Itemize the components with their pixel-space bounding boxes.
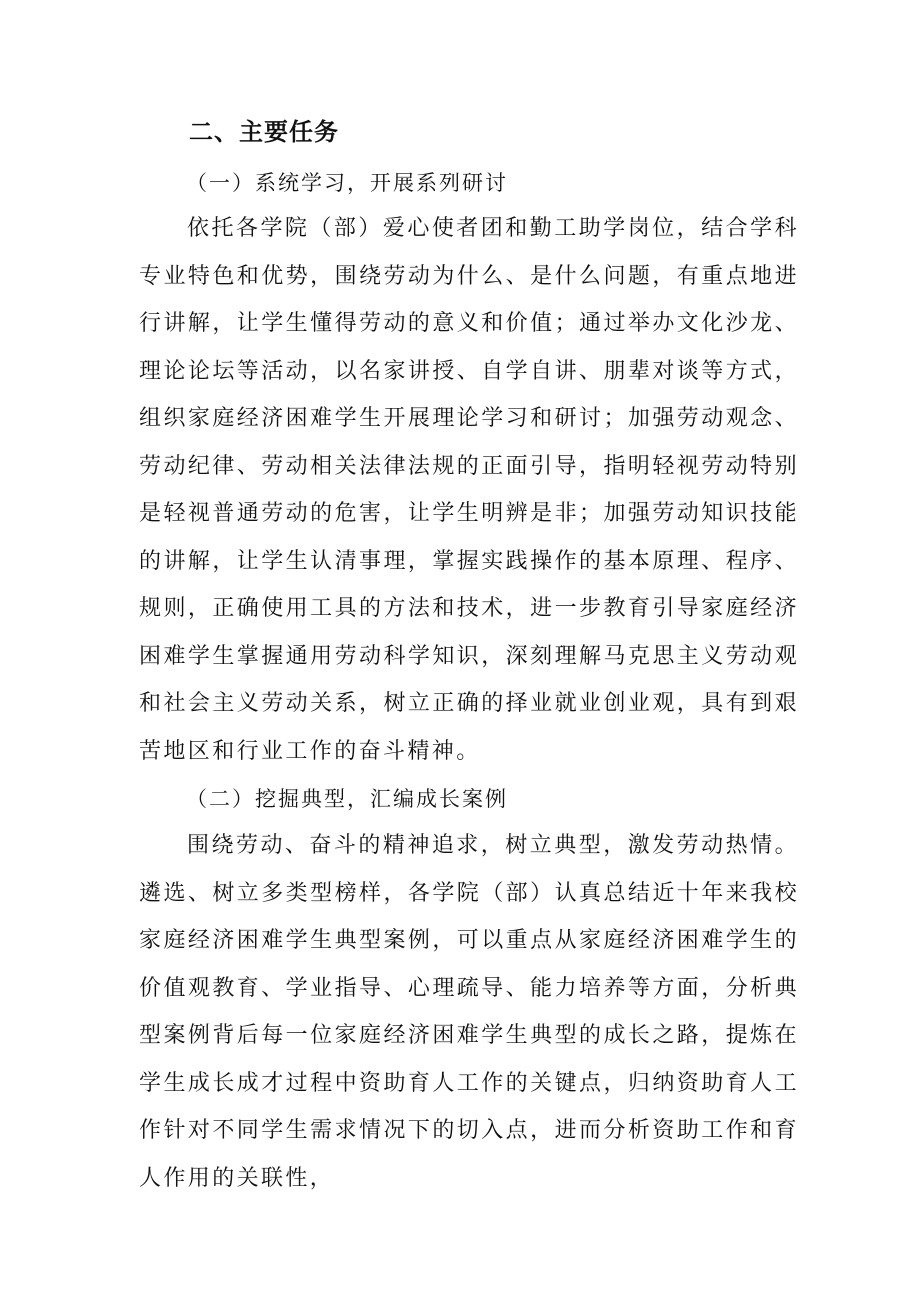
section-heading: 二、主要任务 <box>189 118 339 146</box>
subsection-paragraph-2: 围绕劳动、奋斗的精神追求，树立典型，激发劳动热情。遴选、树立多类型榜样，各学院（部）认真总结近十年来我校家庭经济困难学生典型案例，可以重点从家庭经济困难学生的价值观教育、学业指导、心理疏导、能力培养等方面，分析典型案例背后每一位家庭经济困难学生典型的成长之路，提炼在学生成长成才过程中资助育人工作的关键点，归纳资助育人工作针对不同学生需求情况下的切入点，进而分析资助工作和育人作用的关联性， <box>139 833 799 1191</box>
subsection-heading-2: （二）挖掘典型，汇编成长案例 <box>186 787 508 811</box>
subsection-paragraph-1: 依托各学院（部）爱心使者团和勤工助学岗位，结合学科专业特色和优势，围绕劳动为什么、是什么问题，有重点地进行讲解，让学生懂得劳动的意义和价值；通过举办文化沙龙、理论论坛等活动，以名家讲授、自学自讲、朋辈对谈等方式，组织家庭经济困难学生开展理论学习和研讨；加强劳动观念、劳动纪律、劳动相关法律法规的正面引导，指明轻视劳动特别是轻视普通劳动的危害，让学生明辨是非；加强劳动知识技能的讲解，让学生认清事理，掌握实践操作的基本原理、程序、规则，正确使用工具的方法和技术，进一步教育引导家庭经济困难学生掌握通用劳动科学知识，深刻理解马克思主义劳动观和社会主义劳动关系，树立正确的择业就业创业观，具有到艰苦地区和行业工作的奋斗精神。 <box>139 216 799 764</box>
subsection-heading-1: （一）系统学习，开展系列研讨 <box>186 171 508 195</box>
